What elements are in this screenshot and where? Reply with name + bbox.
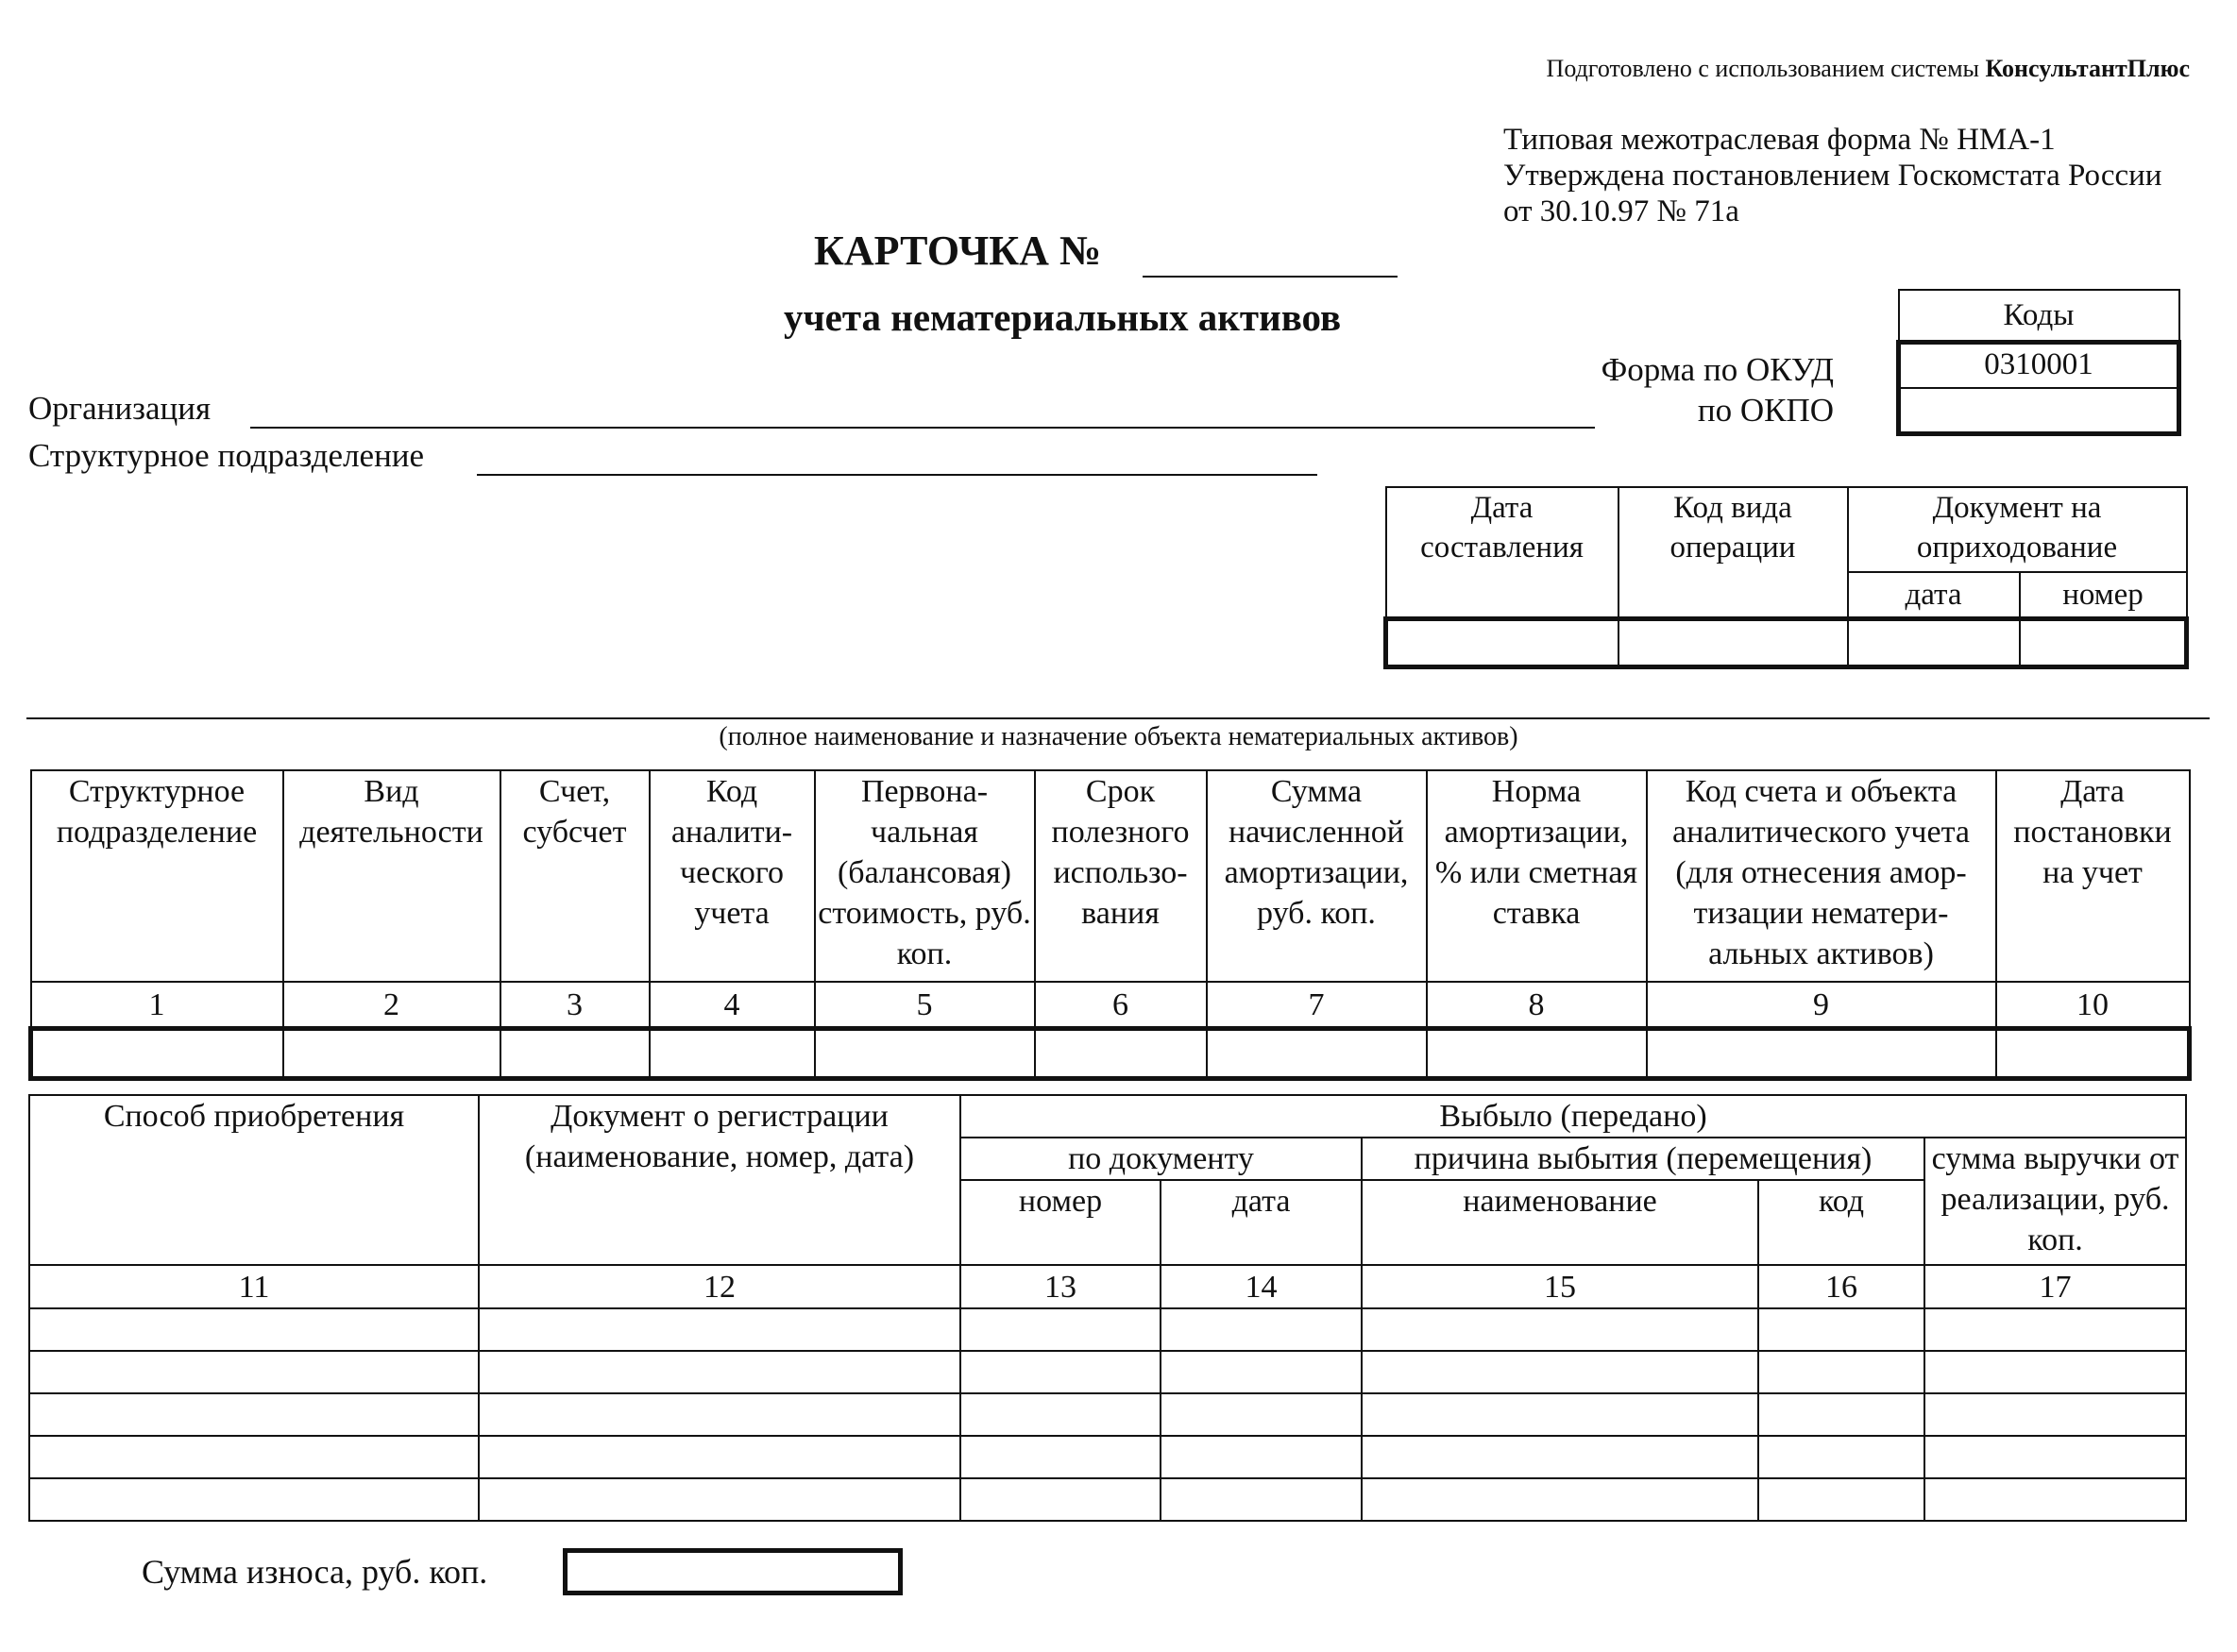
t2-data-cell[interactable]	[1161, 1308, 1362, 1351]
t2-method-header: Способ приобретения	[29, 1095, 479, 1265]
form-approval-line: Утверждена постановлением Госкомстата России	[1503, 159, 2162, 193]
t1-header-6: Срок полезного использо-вания	[1035, 770, 1207, 982]
t1-col-number: 1	[31, 982, 283, 1029]
t2-data-cell[interactable]	[1924, 1436, 2186, 1478]
t2-data-cell[interactable]	[1362, 1393, 1758, 1436]
t2-data-cell[interactable]	[1758, 1478, 1924, 1521]
t1-data-cell[interactable]	[31, 1029, 283, 1079]
division-field[interactable]	[477, 436, 1317, 476]
t2-data-cell[interactable]	[960, 1351, 1161, 1393]
t2-reg-doc-header: Документ о регистрации (наименование, номер, дата)	[479, 1095, 960, 1265]
t2-data-cell[interactable]	[1758, 1393, 1924, 1436]
t1-header-3: Счет, субсчет	[500, 770, 650, 982]
t2-data-cell[interactable]	[960, 1478, 1161, 1521]
t2-col-number: 12	[479, 1265, 960, 1308]
t2-name-header: наименование	[1362, 1180, 1758, 1265]
t1-data-cell[interactable]	[283, 1029, 500, 1079]
t2-data-cell[interactable]	[29, 1436, 479, 1478]
t2-data-cell[interactable]	[479, 1351, 960, 1393]
card-number-field[interactable]	[1143, 234, 1398, 278]
okud-label: Форма по ОКУД	[1601, 351, 1834, 388]
t1-data-cell[interactable]	[1647, 1029, 1996, 1079]
t1-header-2: Вид деятельности	[283, 770, 500, 982]
t2-data-cell[interactable]	[1362, 1478, 1758, 1521]
t1-header-1: Структурное подразделение	[31, 770, 283, 982]
t2-proceeds-header: сумма выручки от реализации, руб. коп.	[1924, 1138, 2186, 1265]
t2-col-number: 11	[29, 1265, 479, 1308]
card-title: КАРТОЧКА №	[814, 228, 1102, 274]
t2-data-cell[interactable]	[960, 1436, 1161, 1478]
t2-data-cell[interactable]	[29, 1393, 479, 1436]
t2-data-cell[interactable]	[1362, 1351, 1758, 1393]
object-name-field[interactable]	[26, 680, 2210, 719]
t2-code-header: код	[1758, 1180, 1924, 1265]
t1-data-cell[interactable]	[1996, 1029, 2190, 1079]
t1-data-cell[interactable]	[1427, 1029, 1647, 1079]
t2-reason-header: причина выбытия (перемещения)	[1362, 1138, 1924, 1180]
object-name-caption: (полное наименование и назначение объекта нематериальных активов)	[719, 722, 1518, 751]
t2-data-cell[interactable]	[29, 1308, 479, 1351]
t2-data-cell[interactable]	[960, 1393, 1161, 1436]
t2-data-cell[interactable]	[1924, 1308, 2186, 1351]
t1-data-cell[interactable]	[500, 1029, 650, 1079]
t2-data-cell[interactable]	[960, 1308, 1161, 1351]
t2-col-number: 14	[1161, 1265, 1362, 1308]
t1-data-cell[interactable]	[815, 1029, 1035, 1079]
t2-data-cell[interactable]	[1362, 1308, 1758, 1351]
doc-op-code-header: Код вида операции	[1618, 487, 1848, 619]
t1-col-number: 5	[815, 982, 1035, 1029]
main-attributes-table	[28, 769, 2192, 1081]
card-subtitle: учета нематериальных активов	[784, 295, 1342, 339]
t2-data-cell[interactable]	[479, 1436, 960, 1478]
t1-col-number: 2	[283, 982, 500, 1029]
t1-col-number: 7	[1207, 982, 1427, 1029]
t2-data-cell[interactable]	[1924, 1478, 2186, 1521]
t2-col-number: 15	[1362, 1265, 1758, 1308]
t1-header-8: Норма амортизации, % или сметная ставка	[1427, 770, 1647, 982]
t1-header-9: Код счета и объекта аналитического учета (для отнесения амор-тизации нематери-альных активов)	[1647, 770, 1996, 982]
doc-op-code-cell[interactable]	[1618, 619, 1848, 667]
t2-data-cell[interactable]	[479, 1308, 960, 1351]
t2-number-header: номер	[960, 1180, 1161, 1265]
t2-data-cell[interactable]	[479, 1478, 960, 1521]
doc-receipt-number-cell[interactable]	[2020, 619, 2187, 667]
t2-data-cell[interactable]	[479, 1393, 960, 1436]
doc-receipt-number-header: номер	[2020, 572, 2187, 619]
disposal-table	[28, 1094, 2187, 1522]
codes-box	[1896, 289, 2181, 436]
t2-data-cell[interactable]	[29, 1478, 479, 1521]
t2-data-cell[interactable]	[1161, 1436, 1362, 1478]
t1-col-number: 10	[1996, 982, 2190, 1029]
wear-sum-label: Сумма износа, руб. коп.	[142, 1553, 488, 1591]
t1-col-number: 9	[1647, 982, 1996, 1029]
prepared-note: Подготовлено с использованием системы КонсультантПлюс	[1546, 55, 2190, 82]
wear-sum-field[interactable]	[563, 1548, 903, 1595]
okud-value[interactable]: 0310001	[1899, 343, 2179, 389]
t2-col-number: 13	[960, 1265, 1161, 1308]
t2-data-cell[interactable]	[1758, 1308, 1924, 1351]
doc-receipt-date-header: дата	[1848, 572, 2020, 619]
t1-data-cell[interactable]	[1207, 1029, 1427, 1079]
okpo-label: по ОКПО	[1697, 392, 1834, 429]
t1-col-number: 4	[650, 982, 815, 1029]
t2-disposed-header: Выбыло (передано)	[960, 1095, 2186, 1138]
t1-header-4: Код аналити-ческого учета	[650, 770, 815, 982]
t1-col-number: 3	[500, 982, 650, 1029]
t2-data-cell[interactable]	[29, 1351, 479, 1393]
doc-date-header: Дата составления	[1386, 487, 1618, 619]
t2-data-cell[interactable]	[1758, 1351, 1924, 1393]
t2-data-cell[interactable]	[1161, 1393, 1362, 1436]
okpo-value[interactable]	[1899, 388, 2179, 434]
t2-data-cell[interactable]	[1161, 1478, 1362, 1521]
doc-receipt-header: Документ на оприходование	[1848, 487, 2187, 572]
form-date-line: от 30.10.97 № 71а	[1503, 194, 1739, 228]
t1-header-7: Сумма начисленной амортизации, руб. коп.	[1207, 770, 1427, 982]
t1-header-5: Первона-чальная (балансовая) стоимость, руб. коп.	[815, 770, 1035, 982]
codes-header: Коды	[1899, 290, 2179, 343]
form-type-line: Типовая межотраслевая форма № НМА-1	[1503, 123, 2056, 157]
t2-col-number: 16	[1758, 1265, 1924, 1308]
t2-by-doc-header: по документу	[960, 1138, 1362, 1180]
t2-data-cell[interactable]	[1758, 1436, 1924, 1478]
organization-label: Организация	[28, 390, 212, 427]
t1-header-10: Дата постановки на учет	[1996, 770, 2190, 982]
t2-data-cell[interactable]	[1362, 1436, 1758, 1478]
t2-data-cell[interactable]	[1161, 1351, 1362, 1393]
t2-date-header: дата	[1161, 1180, 1362, 1265]
t1-data-cell[interactable]	[650, 1029, 815, 1079]
t2-data-cell[interactable]	[1924, 1351, 2186, 1393]
t1-col-number: 6	[1035, 982, 1207, 1029]
t2-data-cell[interactable]	[1924, 1393, 2186, 1436]
receipt-document-table	[1383, 486, 2189, 669]
doc-date-cell[interactable]	[1386, 619, 1618, 667]
organization-field[interactable]	[250, 389, 1595, 429]
doc-receipt-date-cell[interactable]	[1848, 619, 2020, 667]
t1-data-cell[interactable]	[1035, 1029, 1207, 1079]
t1-col-number: 8	[1427, 982, 1647, 1029]
t2-col-number: 17	[1924, 1265, 2186, 1308]
division-label: Структурное подразделение	[28, 437, 425, 474]
